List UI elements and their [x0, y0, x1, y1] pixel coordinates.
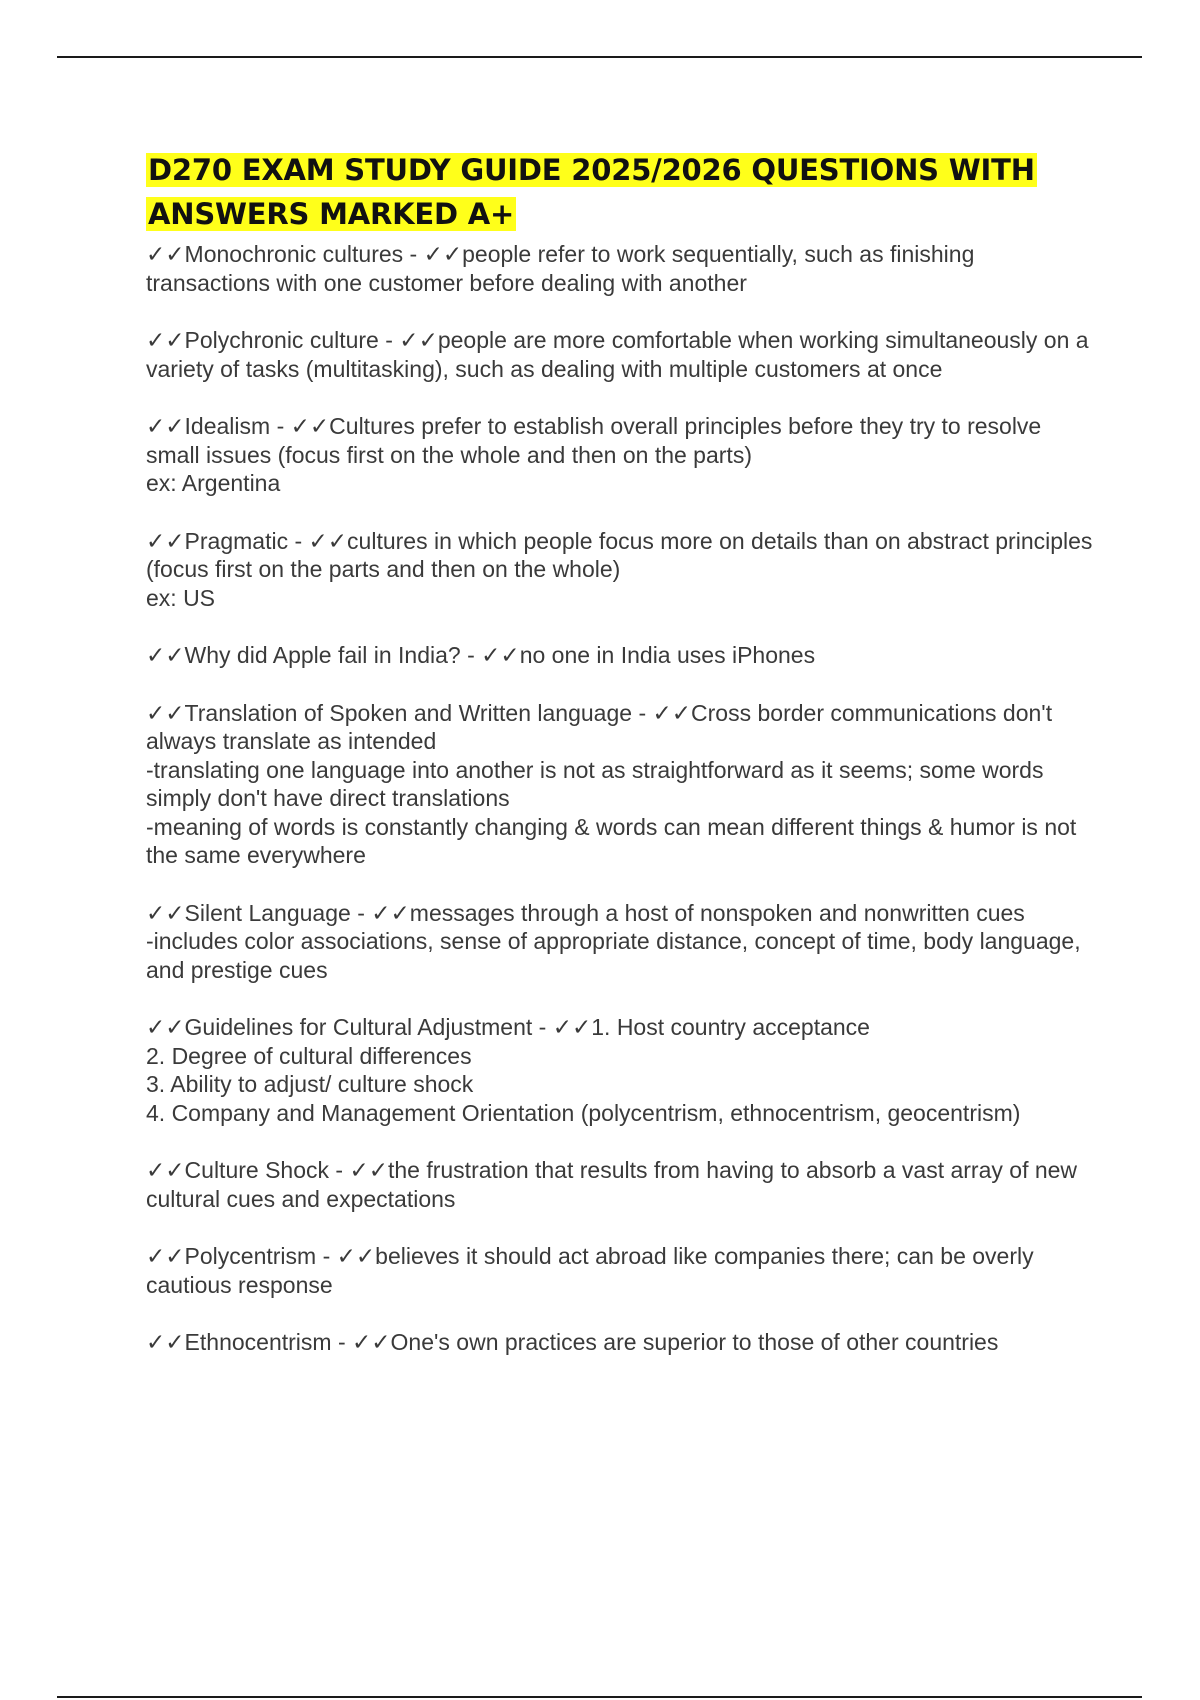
- qa-item: [146, 326, 1096, 383]
- qa-term-definition: ✓✓Polychronic culture - ✓✓people are more comfortable when working simultaneously on a variety of tasks (multitasking), such as dealing with multiple customers at once: [146, 327, 1095, 382]
- qa-detail-line: ex: Argentina: [146, 470, 281, 496]
- qa-term-definition: ✓✓Culture Shock - ✓✓the frustration that results from having to absorb a vast array of new cultural cues and expectations: [146, 1157, 1084, 1212]
- qa-term-definition: ✓✓Monochronic cultures - ✓✓people refer to work sequentially, such as finishing transactions with one customer before dealing with another: [146, 241, 981, 296]
- qa-item: [146, 699, 1096, 870]
- qa-detail-line: 2. Degree of cultural differences: [146, 1042, 472, 1069]
- qa-item: [146, 240, 1096, 297]
- qa-term-definition: ✓✓Translation of Spoken and Written language - ✓✓Cross border communications don't always translate as intended: [146, 699, 1059, 754]
- qa-term-definition: ✓✓Polycentrism - ✓✓believes it should act abroad like companies there; can be overly cautious response: [146, 1243, 1040, 1298]
- footer-rule: [57, 1696, 1142, 1698]
- qa-item: [146, 527, 1099, 613]
- qa-detail-line: ex: US: [146, 584, 216, 611]
- qa-item: [146, 412, 1096, 498]
- qa-term-definition: ✓✓Idealism - ✓✓Cultures prefer to establish overall principles before they try to resolve small issues (focus first on the whole and then on the parts): [146, 413, 1048, 468]
- qa-term-definition: ✓✓Silent Language - ✓✓messages through a host of nonspoken and nonwritten cues: [146, 899, 1025, 926]
- header-rule: [57, 56, 1142, 58]
- qa-item: [146, 641, 1096, 670]
- qa-item: [146, 1013, 1096, 1127]
- qa-item: [146, 1156, 1096, 1213]
- qa-detail-line: -includes color associations, sense of appropriate distance, concept of time, body language, and prestige cues: [146, 928, 1088, 983]
- document-body: [146, 148, 1099, 1386]
- qa-term-definition: ✓✓Ethnocentrism - ✓✓One's own practices are superior to those of other countries: [146, 1329, 999, 1355]
- qa-term-definition: ✓✓Guidelines for Cultural Adjustment - ✓✓1. Host country acceptance: [146, 1014, 870, 1040]
- qa-detail-line: 3. Ability to adjust/ culture shock: [146, 1071, 474, 1097]
- qa-detail-line: -meaning of words is constantly changing & words can mean different things & humor is not the same everywhere: [146, 813, 1083, 868]
- qa-item: [146, 1242, 1096, 1299]
- qa-item: [146, 1328, 1096, 1357]
- qa-detail-line: -translating one language into another is not as straightforward as it seems; some words simply don't have direct translations: [146, 756, 1050, 811]
- document-title: [146, 148, 1096, 236]
- qa-item: [146, 899, 1096, 985]
- document-title-highlight: D270 EXAM STUDY GUIDE 2025/2026 QUESTIONS WITH ANSWERS MARKED A+: [148, 153, 1035, 231]
- qa-term-definition: ✓✓Pragmatic - ✓✓cultures in which people focus more on details than on abstract principles (focus first on the parts and then on the whole): [146, 527, 1099, 582]
- qa-list: [146, 240, 1099, 1357]
- qa-detail-line: 4. Company and Management Orientation (polycentrism, ethnocentrism, geocentrism): [146, 1099, 1021, 1126]
- qa-term-definition: ✓✓Why did Apple fail in India? - ✓✓no one in India uses iPhones: [146, 642, 816, 668]
